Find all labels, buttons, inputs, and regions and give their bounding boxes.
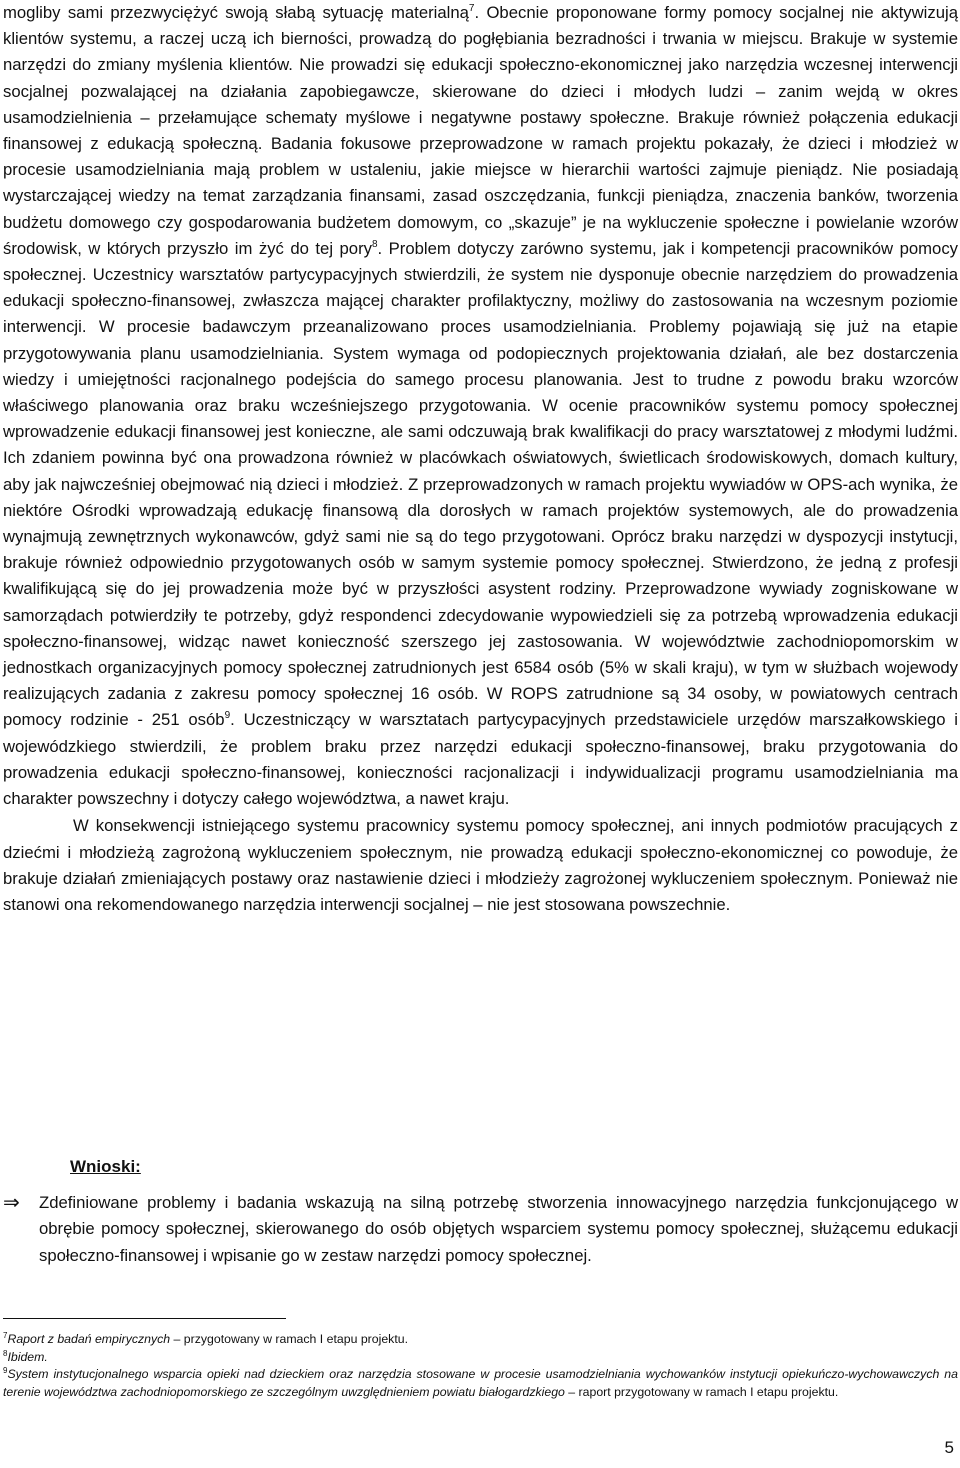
paragraph-1-text-a: mogliby sami przezwyciężyć swoją słabą sytuację materialną xyxy=(3,3,469,22)
footnote-7 xyxy=(3,1331,958,1349)
paragraph-1-text-d: . Uczestniczący w warsztatach partycypacyjnych przedstawiciele urzędów marszałkowskiego i wojewódzkiego stwierdzili, że problem braku przez narzędzi edukacji społeczno-finansowej, braku przygotowania do prowadzenia edukacji społeczno-finansowej, konieczności racjonalizacji i indywidualizacji programu usamodzielniania ma charakter powszechny i dotyczy całego województwa, a nawet kraju. xyxy=(3,710,958,809)
paragraph-1-text-c: . Problem dotyczy zarówno systemu, jak i kompetencji pracowników pomocy społecznej. Uczestnicy warsztatów partycypacyjnych stwierdzili, że system nie dysponuje obecnie narzędziem do prowadzenia edukacji społeczno-finansowej, zwłaszcza mającej charakter profilaktyczny, możliwy do zastosowania na wczesnym poziomie interwencji. W procesie badawczym przeanalizowano proces usamodzielniania. Problemy pojawiają się już na etapie przygotowywania planu usamodzielniania. System wymaga od podopiecznych projektowania działań, ale bez dostarczenia wiedzy i umiejętności racjonalnego podejścia do samego procesu planowania. Jest to trudne z powodu braku wzorców właściwego planowania oraz braku wcześniejszego przygotowania. W ocenie pracowników systemu pomocy społecznej wprowadzenie edukacji finansowej jest konieczne, ale sami odczuwają brak kwalifikacji do pracy warsztatowej z młodymi ludźmi. Ich zdaniem powinna być ona prowadzona również w placówkach oświatowych, świetlicach środowiskowych, domach kultury, aby jak najwcześniej obejmować nią dzieci i młodzież. Z przeprowadzonych w ramach projektu wywiadów w OPS-ach wynika, że niektóre Ośrodki wprowadzają edukację finansową dla dorosłych w ramach projektów systemowych, ale do prowadzenia wynajmują zewnętrznych wykonawców, gdyż sami nie są do tego przygotowani. Oprócz braku narzędzi w dyspozycji instytucji, brakuje również odpowiednio przygotowanych osób w samym systemie pomocy społecznej. Stwierdzono, że jedną z profesji kwalifikującą się do jej prowadzenia może być w przyszłości asystent rodziny. Przeprowadzone wywiady zogniskowane w samorządach potwierdziły te potrzeby, gdyż respondenci zdecydowanie wypowiedzieli się za potrzebą wprowadzenia edukacji społeczno-finansowej, widząc nawet konieczność szerszego jej zastosowania. W województwie zachodniopomorskim w jednostkach organizacyjnych pomocy społecznej zatrudnionych jest 6584 osób (5% w skali kraju), w tym w służbach wojewody realizujących zadania z zakresu pomocy społecznej 16 osób. W ROPS zatrudnione są 34 osoby, w powiatowych centrach pomocy rodzinie - 251 osób xyxy=(3,238,959,730)
footnote-title: Raport z badań empirycznych xyxy=(7,1332,171,1346)
footnote-number: 7 xyxy=(3,1331,8,1340)
footnotes xyxy=(3,1331,958,1401)
footnote-8 xyxy=(3,1349,958,1367)
conclusions-heading: Wnioski: xyxy=(70,1157,141,1176)
body-paragraph-1 xyxy=(3,0,958,812)
footnote-ref-9[interactable]: 9 xyxy=(224,710,231,722)
footnote-ref-7[interactable]: 7 xyxy=(468,3,475,14)
double-arrow-right-icon: ⇒ xyxy=(3,1192,20,1214)
footnote-number: 9 xyxy=(3,1366,8,1375)
conclusion-text: Zdefiniowane problemy i badania wskazują na silną potrzebę stworzenia innowacyjnego narzędzia funkcjonującego w obrębie pomocy społecznej, skierowanego do osób objętych wsparciem systemu pomocy społecznej, służącemu edukacji społeczno-finansowej i wpisanie go w zestaw narzędzi pomocy społecznej. xyxy=(39,1193,958,1265)
paragraph-1-text-b: . Obecnie proponowane formy pomocy socjalnej nie aktywizują klientów systemu, a raczej uczą ich bierności, prowadzą do pogłębiania bezradności i trwania w miejscu. Brakuje w systemie narzędzi do zmiany myślenia klientów. Nie prowadzi się edukacji społeczno-ekonomicznej jako narzędzia wczesnej interwencji socjalnej pozwalającej na działania zapobiegawcze, skierowane do dzieci i młodych ludzi – zanim wejdą w okres usamodzielnienia – przełamujące schematy myślowe i negatywne postawy społeczne. Brakuje również połączenia edukacji finansowej z edukacją społeczną. Badania fokusowe przeprowadzone w ramach projektu pokazały, że dzieci i młodzież w procesie usamodzielniania mają problem w ustaleniu, jakie miejsce w hierarchii wartości zajmuje pieniądz. Nie posiadają wystarczającej wiedzy na temat zarządzania finansami, zasad oszczędzania, funkcji pieniądza, znaczenia banków, tworzenia budżetu domowego czy gospodarowania budżetem domowym, co „skazuje” je na wykluczenie społeczne i powielanie wzorów środowisk, w których przyszło im żyć do tej pory xyxy=(3,3,958,258)
body-paragraph-2: W konsekwencji istniejącego systemu pracownicy systemu pomocy społecznej, ani innych podmiotów pracujących z dziećmi i młodzieżą zagrożoną wykluczeniem społecznym, nie prowadzą edukacji społeczno-ekonomicznej co powoduje, że brakuje działań zmieniających postawy oraz nastawienie dzieci i młodzieży zagrożonej wykluczeniem społecznym. Ponieważ nie stanowi ona rekomendowanego narzędzia interwencji socjalnej – nie jest stosowana powszechnie. xyxy=(3,816,958,914)
page-number: 5 xyxy=(944,1438,954,1457)
footnote-text: – raport przygotowany w ramach I etapu projektu. xyxy=(564,1384,839,1399)
footnote-9 xyxy=(3,1366,958,1401)
conclusion-item xyxy=(3,1190,958,1269)
footnote-text: – przygotowany w ramach I etapu projektu. xyxy=(170,1332,408,1346)
footnote-title: Ibidem. xyxy=(7,1349,48,1364)
footnote-ref-8[interactable]: 8 xyxy=(371,238,378,250)
footnote-number: 8 xyxy=(3,1348,8,1358)
footnote-title: System instytucjonalnego wsparcia opieki nad dzieckiem oraz narzędzia stosowane w procesie usamodzielniania wychowanków instytucji opiekuńczo-wychowawczych na terenie województwa zachodniopomorskiego ze szczególnym uwzględnieniem powiatu białogardzkiego xyxy=(3,1367,958,1399)
footnote-separator xyxy=(3,1318,286,1319)
